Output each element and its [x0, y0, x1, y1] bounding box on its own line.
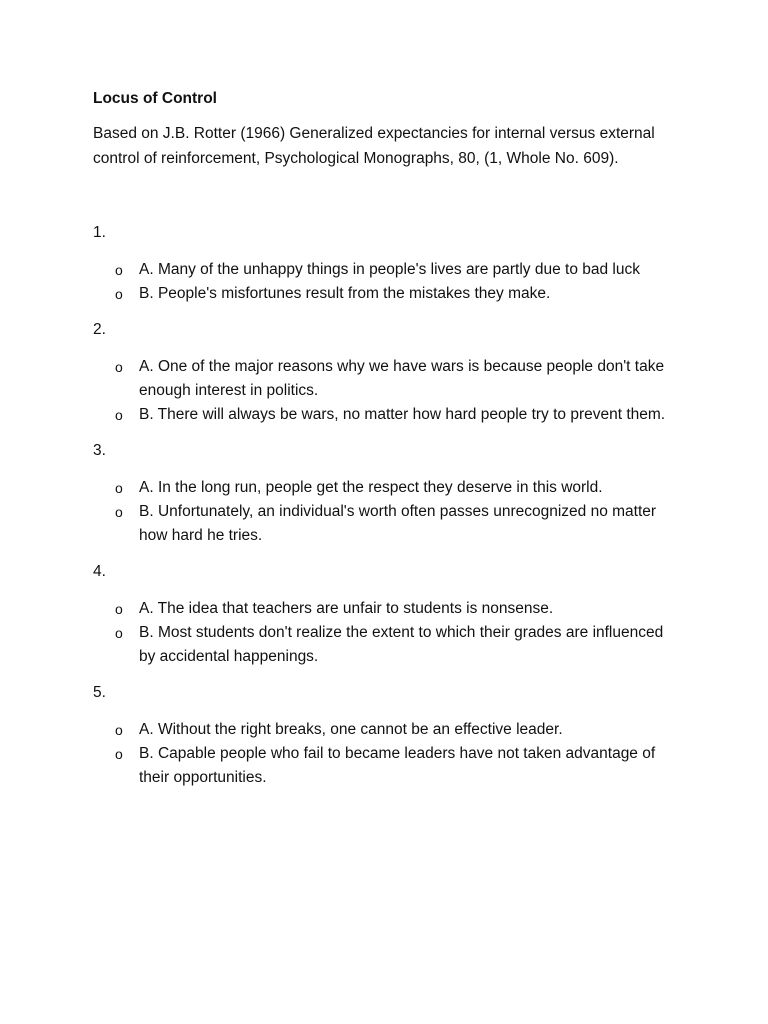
document-intro: Based on J.B. Rotter (1966) Generalized expectancies for internal versus external control of reinforcement, Psychological Monographs, 80, (1, Whole No. 609). — [93, 125, 655, 167]
bullet-icon: o — [115, 746, 123, 762]
option-text: B. Capable people who fail to became leaders have not taken advantage of their opportunities. — [139, 745, 656, 786]
question-number: 2. — [93, 321, 106, 338]
document-page — [93, 88, 683, 803]
option-b — [93, 500, 683, 548]
option-b — [93, 742, 683, 790]
option-a — [93, 597, 683, 621]
document-title: Locus of Control — [93, 90, 217, 107]
question-list — [93, 222, 683, 790]
option-text: A. In the long run, people get the respect they deserve in this world. — [139, 479, 603, 496]
bullet-icon: o — [115, 601, 123, 617]
option-a — [93, 258, 683, 282]
option-list — [93, 258, 683, 306]
option-list — [93, 718, 683, 790]
option-b — [93, 282, 683, 306]
option-text: B. There will always be wars, no matter how hard people try to prevent them. — [139, 406, 666, 423]
option-list — [93, 597, 683, 669]
bullet-icon: o — [115, 286, 123, 302]
option-a — [93, 476, 683, 500]
question-number: 1. — [93, 224, 106, 241]
bullet-icon: o — [115, 407, 123, 423]
question-5 — [93, 682, 683, 790]
option-b — [93, 621, 683, 669]
bullet-icon: o — [115, 262, 123, 278]
option-list — [93, 476, 683, 548]
bullet-icon: o — [115, 480, 123, 496]
option-text: B. Most students don't realize the extent to which their grades are influenced by accidental happenings. — [139, 624, 664, 665]
question-number: 4. — [93, 563, 106, 580]
option-text: B. People's misfortunes result from the mistakes they make. — [139, 285, 551, 302]
option-text: A. Without the right breaks, one cannot be an effective leader. — [139, 721, 563, 738]
question-1 — [93, 222, 683, 306]
question-3 — [93, 440, 683, 548]
question-2 — [93, 319, 683, 427]
question-number: 3. — [93, 442, 106, 459]
bullet-icon: o — [115, 504, 123, 520]
option-text: A. Many of the unhappy things in people's lives are partly due to bad luck — [139, 261, 640, 278]
bullet-icon: o — [115, 359, 123, 375]
option-a — [93, 718, 683, 742]
option-b — [93, 403, 683, 427]
option-a — [93, 355, 683, 403]
option-text: A. The idea that teachers are unfair to students is nonsense. — [139, 600, 554, 617]
bullet-icon: o — [115, 722, 123, 738]
bullet-icon: o — [115, 625, 123, 641]
question-number: 5. — [93, 684, 106, 701]
question-4 — [93, 561, 683, 669]
option-text: A. One of the major reasons why we have wars is because people don't take enough interest in politics. — [139, 358, 665, 399]
option-list — [93, 355, 683, 427]
option-text: B. Unfortunately, an individual's worth often passes unrecognized no matter how hard he tries. — [139, 503, 657, 544]
